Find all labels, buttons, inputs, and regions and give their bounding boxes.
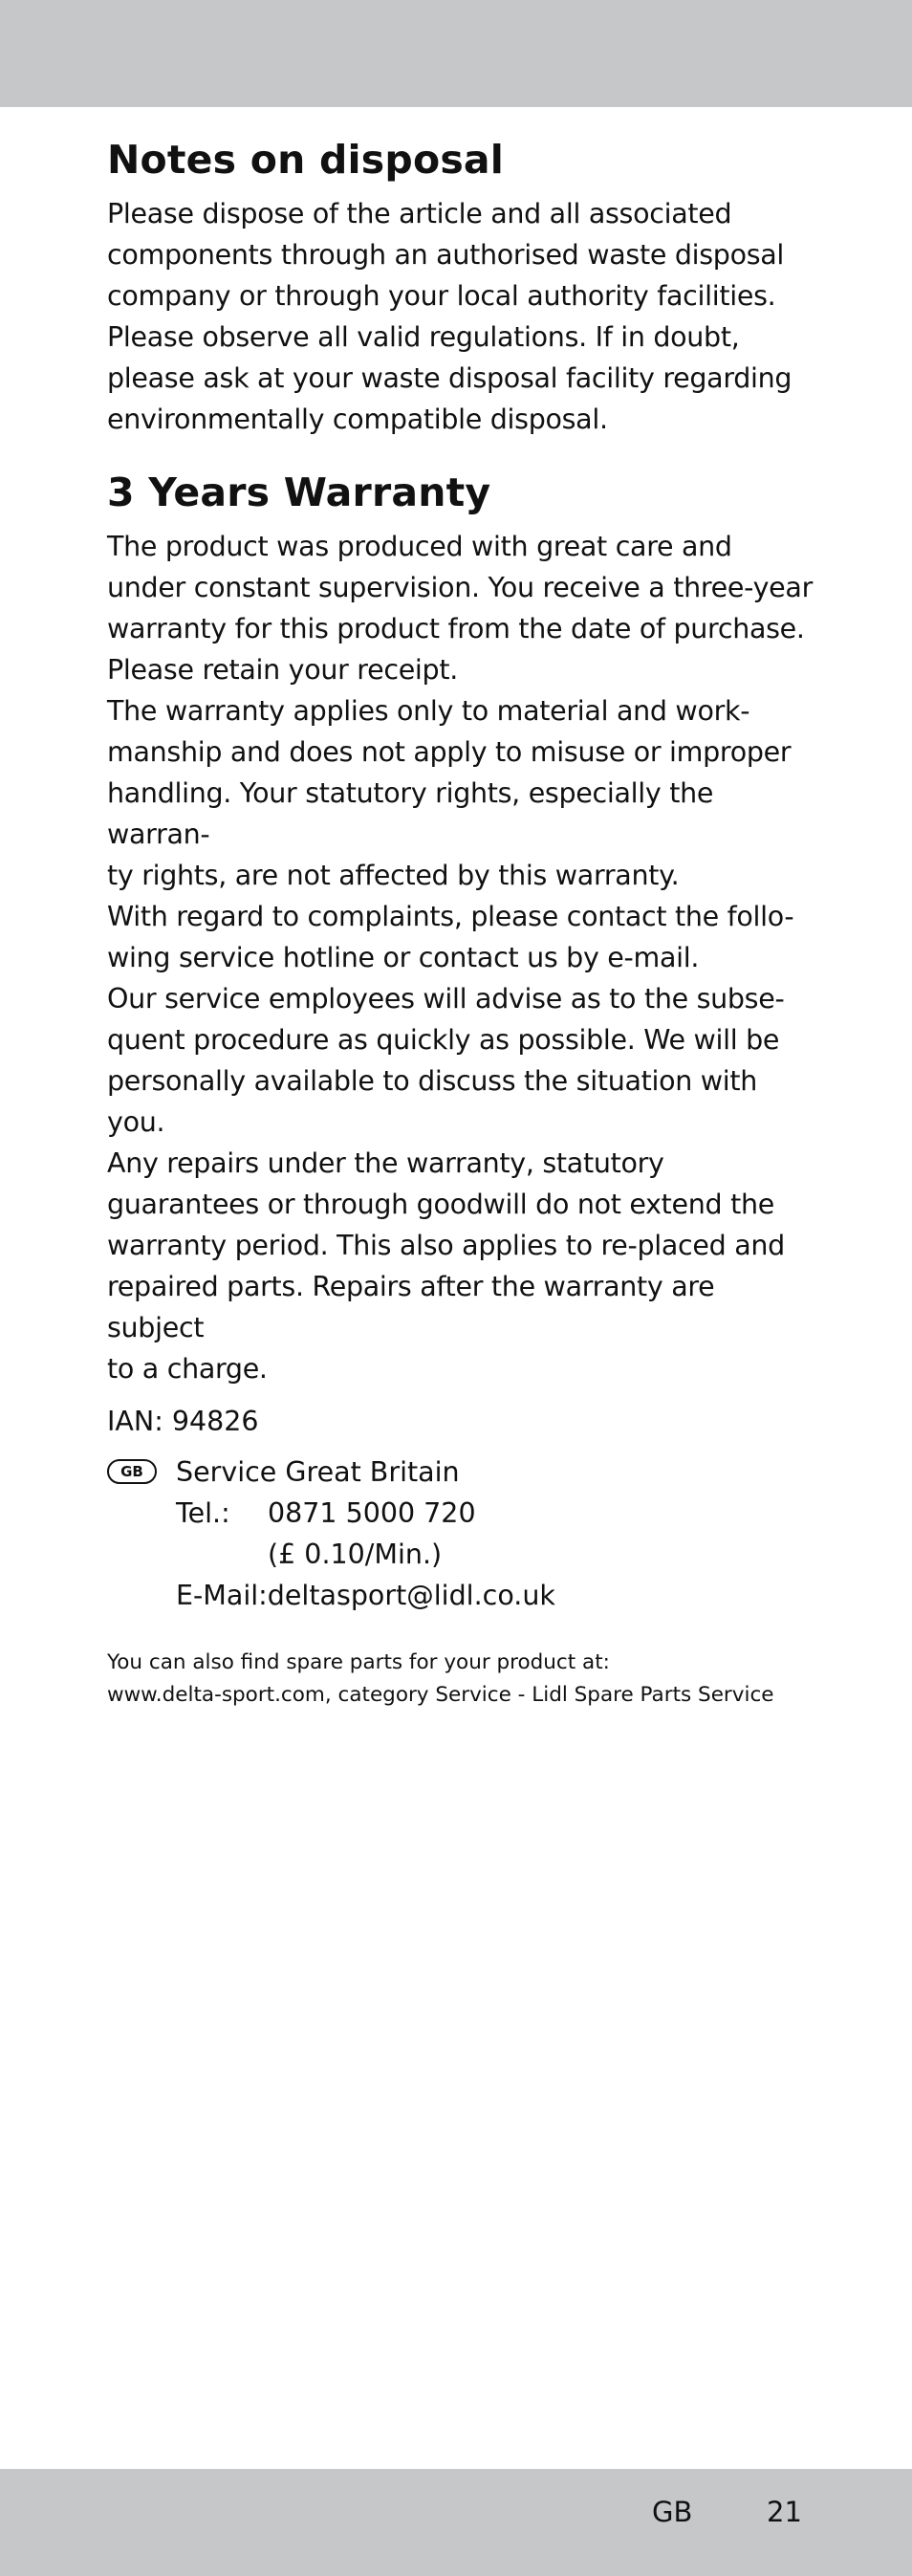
- header-band: [0, 0, 912, 107]
- warranty-line: quent procedure as quickly as possible. We will be: [107, 1024, 780, 1056]
- disposal-line: environmentally compatible disposal.: [107, 404, 608, 435]
- tel-number[interactable]: 0871 5000 720: [268, 1497, 476, 1529]
- tel-label: Tel.:: [176, 1497, 230, 1529]
- disposal-line: company or through your local authority facilities.: [107, 280, 776, 312]
- disposal-line: components through an authorised waste disposal: [107, 239, 785, 271]
- service-title: Service Great Britain: [176, 1456, 460, 1488]
- warranty-line: wing service hotline or contact us by e-mail.: [107, 942, 700, 973]
- warranty-line: guarantees or through goodwill do not extend the: [107, 1189, 774, 1220]
- disposal-line: Please dispose of the article and all associated: [107, 198, 732, 229]
- spare-parts-note: [107, 1647, 814, 1712]
- warranty-line: Please retain your receipt.: [107, 654, 458, 686]
- country-badge-gb: GB: [107, 1459, 157, 1484]
- service-block: [107, 1452, 814, 1616]
- warranty-line: to a charge.: [107, 1353, 268, 1385]
- warranty-line: under constant supervision. You receive a three-year: [107, 572, 813, 603]
- warranty-line: The product was produced with great care and: [107, 531, 732, 562]
- disposal-line: Please observe all valid regulations. If in doubt,: [107, 321, 740, 353]
- warranty-line: Our service employees will advise as to the subse-: [107, 983, 785, 1015]
- disposal-line: please ask at your waste disposal facility regarding: [107, 362, 793, 394]
- warranty-line: ty rights, are not affected by this warranty.: [107, 860, 680, 891]
- spare-parts-link[interactable]: www.delta-sport.com, category Service - Lidl Spare Parts Service: [107, 1683, 774, 1707]
- warranty-line: The warranty applies only to material and work-: [107, 695, 750, 727]
- tel-rate: (£ 0.10/Min.): [268, 1539, 443, 1570]
- warranty-line: manship and does not apply to misuse or improper: [107, 736, 792, 768]
- warranty-line: handling. Your statutory rights, especially the warran-: [107, 777, 714, 850]
- warranty-line: personally available to discuss the situation with you.: [107, 1065, 758, 1138]
- spare-parts-line: You can also find spare parts for your product at:: [107, 1650, 610, 1674]
- page-content: [107, 132, 814, 1712]
- warranty-line: repaired parts. Repairs after the warranty are subject: [107, 1271, 715, 1343]
- email-address[interactable]: deltasport@lidl.co.uk: [267, 1580, 555, 1611]
- service-email-row: [107, 1575, 814, 1616]
- page-number: 21: [767, 2496, 802, 2528]
- disposal-heading: Notes on disposal: [107, 137, 505, 183]
- warranty-line: Any repairs under the warranty, statutory: [107, 1147, 664, 1179]
- email-label: E-Mail:: [176, 1580, 268, 1611]
- service-tel-row: [107, 1493, 814, 1534]
- warranty-text: [107, 526, 814, 1389]
- ian-number: IAN: 94826: [107, 1406, 259, 1437]
- warranty-line: warranty for this product from the date of purchase.: [107, 613, 805, 644]
- footer-language: GB: [652, 2496, 693, 2528]
- warranty-heading: 3 Years Warranty: [107, 469, 491, 515]
- warranty-line: With regard to complaints, please contact the follo-: [107, 901, 794, 932]
- disposal-text: [107, 193, 814, 440]
- warranty-line: warranty period. This also applies to re-placed and: [107, 1230, 785, 1261]
